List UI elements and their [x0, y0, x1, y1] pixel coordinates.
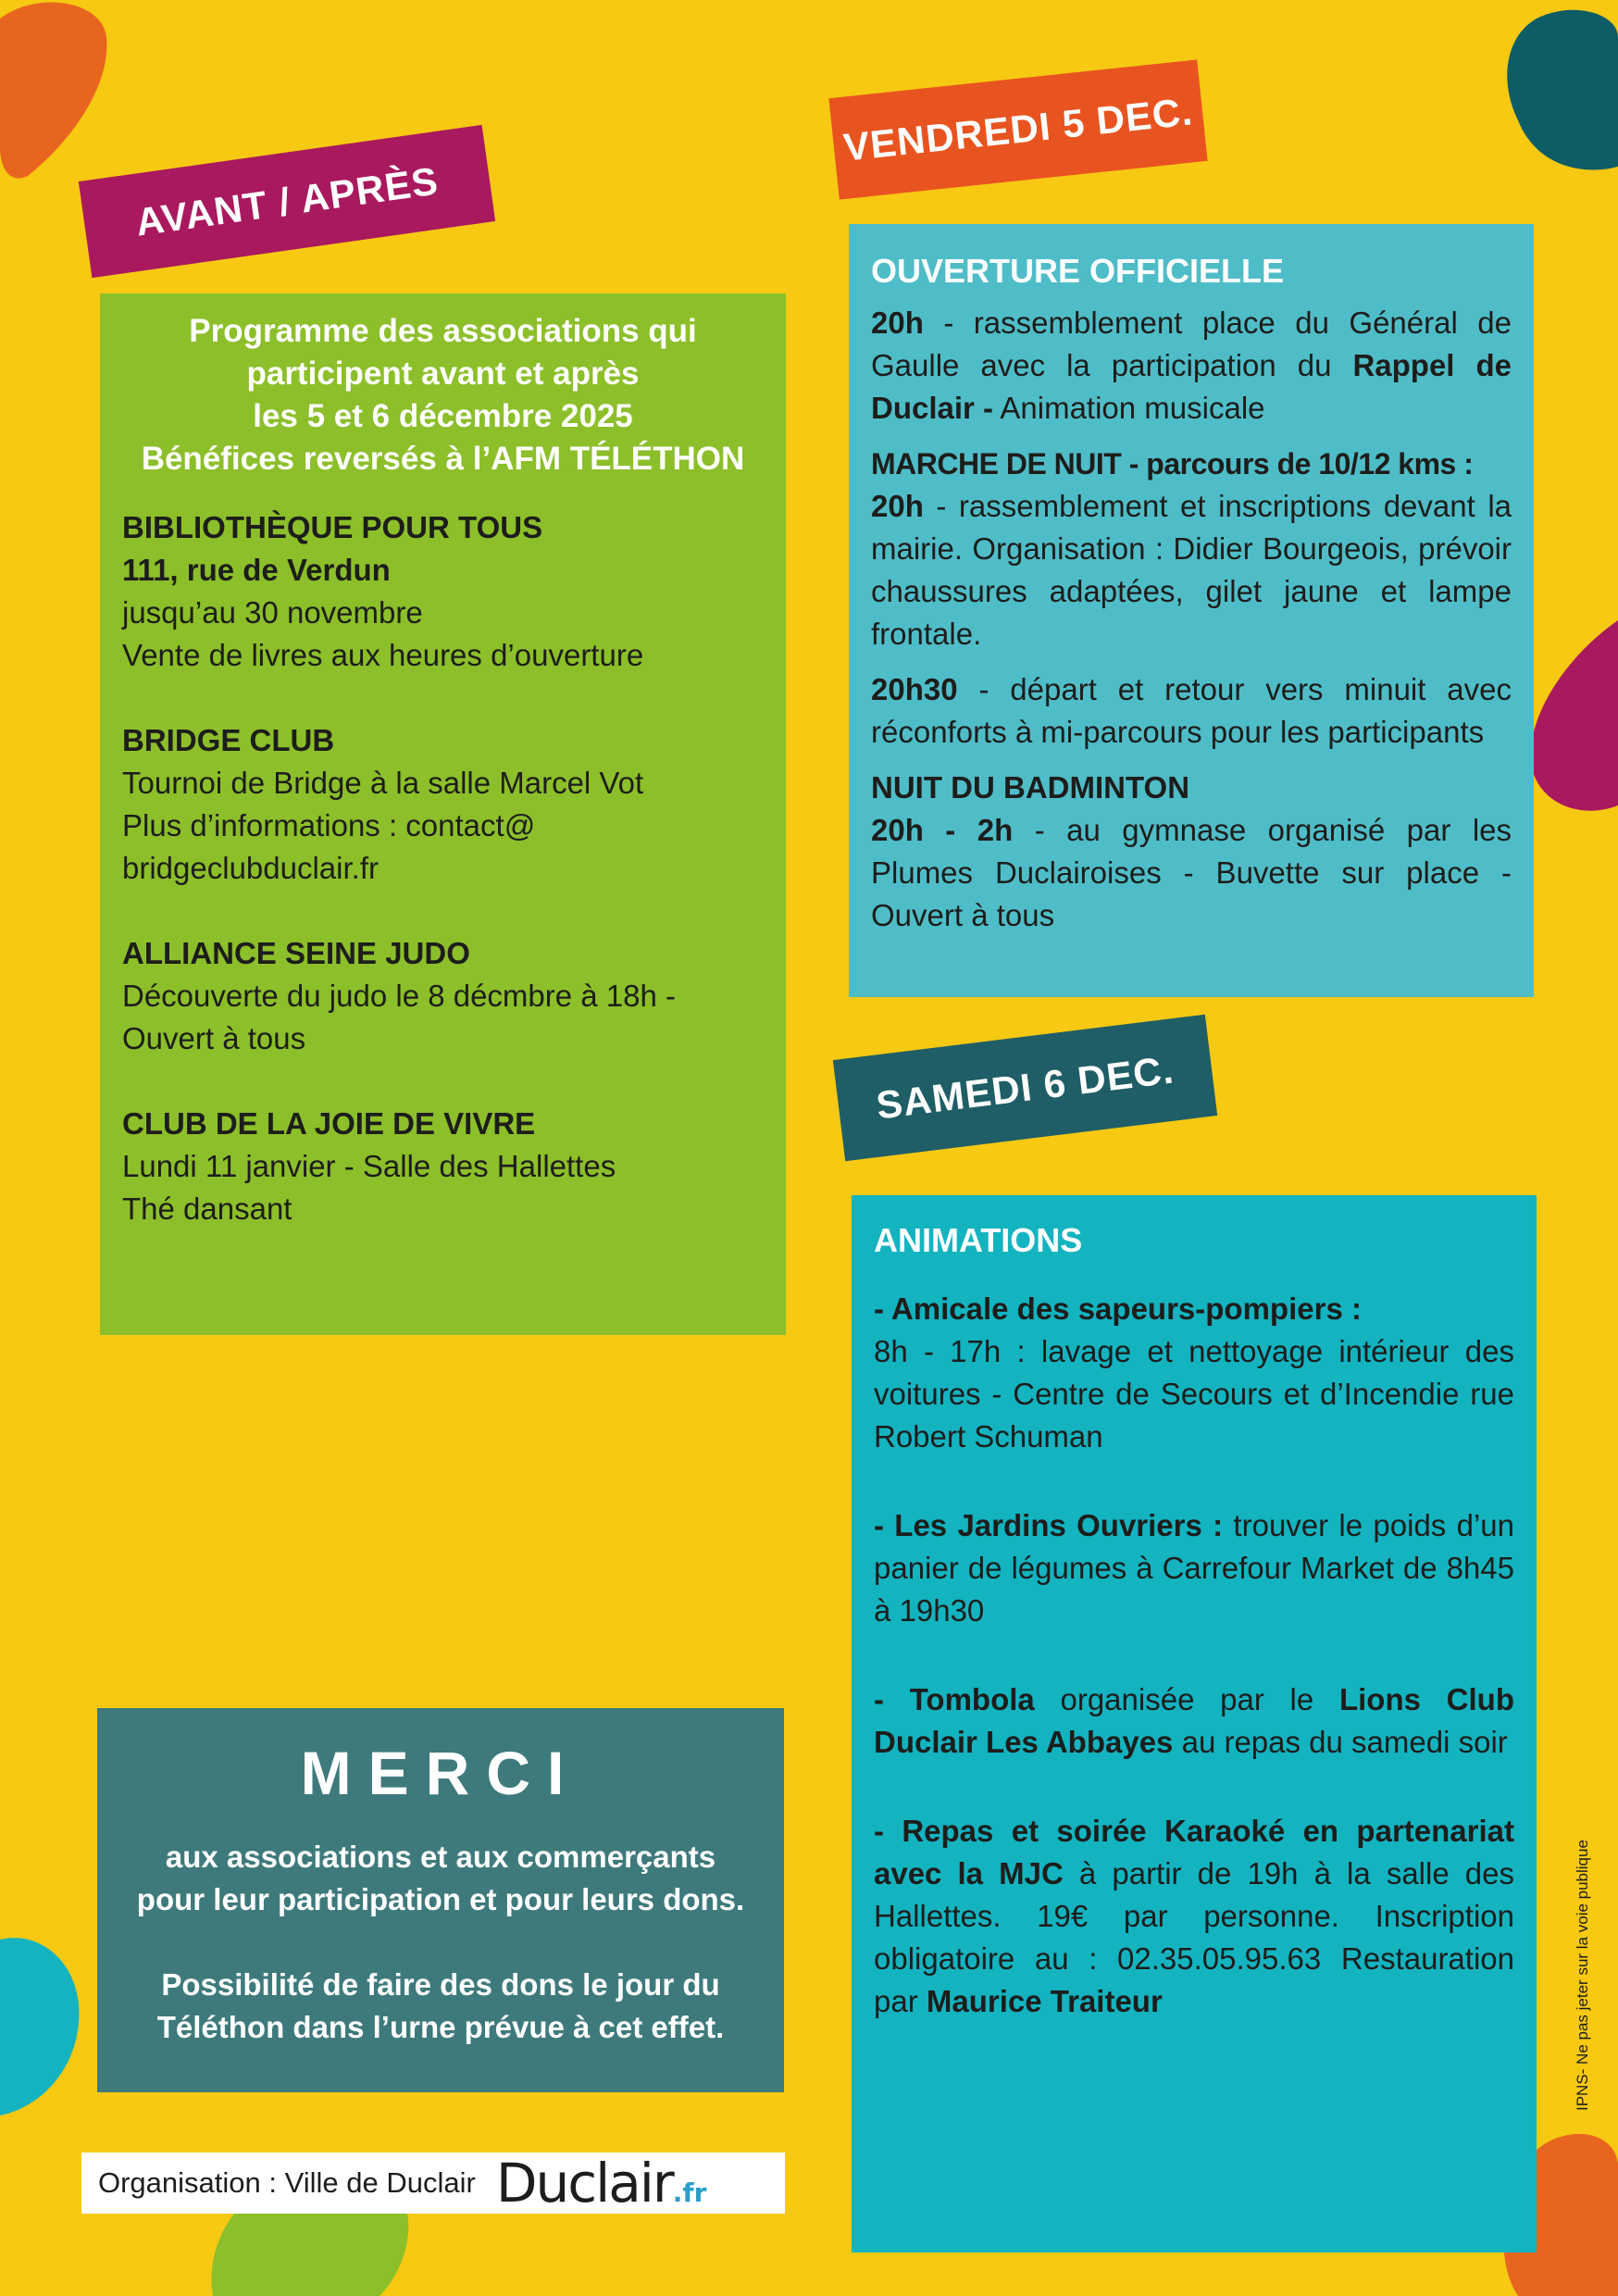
text: organisée par le — [1034, 1682, 1339, 1716]
marche-heading: MARCHE DE NUIT - parcours de 10/12 kms : — [871, 447, 1474, 480]
tag-vendredi — [828, 59, 1207, 199]
samedi-pompiers — [874, 1288, 1514, 1458]
jardins-heading: - Les Jardins Ouvriers : — [874, 1508, 1224, 1542]
pompiers-heading: - Amicale des sapeurs-pompiers : — [874, 1292, 1362, 1326]
ipns-notice: IPNS- Ne pas jeter sur la voie publique — [1574, 1840, 1591, 2111]
time: 20h — [871, 306, 924, 340]
text: à partir de 19h à la salle des Hallettes. 19€ par personne. Inscription obligatoire au : 02.35.05.95.63 Restauration par — [874, 1856, 1515, 2018]
lions-club: Lions Club Duclair Les Abbayes — [874, 1682, 1514, 1759]
association-line: Vente de livres aux heures d’ouverture — [122, 638, 644, 672]
orange-blob-top-left — [0, 0, 120, 185]
organisation-text: Organisation : Ville de Duclair — [98, 2166, 476, 2199]
rappel-de-duclair: Rappel de Duclair - — [871, 348, 1512, 425]
tag-avant-apres — [79, 125, 495, 278]
merci-line: Possibilité de faire des dons le jour du — [161, 1967, 720, 2002]
association-bibliotheque — [122, 506, 764, 677]
text: - rassemblement place du Général de Gaulle avec la participation du — [871, 306, 1512, 382]
merci-line: Téléthon dans l’urne prévue à cet effet. — [156, 2010, 725, 2044]
time: 20h — [871, 489, 924, 523]
association-name: ALLIANCE SEINE JUDO — [122, 936, 470, 970]
avant-intro — [122, 310, 764, 480]
association-name: BIBLIOTHÈQUE POUR TOUS — [122, 510, 543, 544]
organisation-banner — [81, 2152, 785, 2214]
association-line: Tournoi de Bridge à la salle Marcel Vot — [122, 766, 644, 800]
text: trouver le poids d’un panier de légumes à Carrefour Market de 8h45 à 19h30 — [874, 1508, 1514, 1628]
vendredi-badminton — [871, 767, 1512, 937]
tombola-heading: - Tombola — [874, 1682, 1035, 1716]
vendredi-title: OUVERTURE OFFICIELLE — [871, 252, 1285, 290]
magenta-blob-right — [1527, 620, 1618, 815]
repas-heading: - Repas et soirée Karaoké en partenariat avec la MJC — [874, 1814, 1514, 1890]
association-line: Ouvert à tous — [122, 1021, 306, 1055]
merci-line: pour leur participation et pour leurs dons. — [136, 1882, 745, 1916]
merci-line: aux associations et aux commerçants — [165, 1840, 716, 1874]
association-line: Plus d’informations : contact@ — [122, 808, 536, 842]
logo-suffix: .fr — [672, 2177, 707, 2208]
text: - au gymnase organisé par les Plumes Duclairoises - Buvette sur place - Ouvert à tous — [871, 813, 1512, 932]
association-joie-de-vivre — [122, 1103, 764, 1230]
tag-vendredi-label: VENDREDI 5 DEC. — [840, 89, 1195, 169]
merci-title: MERCI — [300, 1739, 581, 1807]
intro-line: Bénéfices reversés à l’AFM TÉLÉTHON — [141, 441, 745, 477]
samedi-jardins — [874, 1504, 1514, 1632]
tag-samedi-label: SAMEDI 6 DEC. — [874, 1047, 1176, 1128]
intro-line: participent avant et après — [246, 356, 640, 392]
panel-samedi — [852, 1195, 1537, 2252]
time: 20h - 2h — [871, 813, 1014, 847]
vendredi-marche — [871, 443, 1512, 655]
association-name: CLUB DE LA JOIE DE VIVRE — [122, 1106, 536, 1141]
association-address: 111, rue de Verdun — [122, 553, 391, 587]
association-judo — [122, 932, 764, 1060]
tag-samedi — [833, 1015, 1217, 1162]
association-line: bridgeclubduclair.fr — [122, 851, 379, 885]
time: 20h30 — [871, 672, 958, 706]
logo-text: Duclair — [495, 2152, 673, 2215]
samedi-title: ANIMATIONS — [874, 1221, 1083, 1259]
association-name: BRIDGE CLUB — [122, 723, 335, 757]
duclair-logo — [496, 2152, 707, 2215]
vendredi-ouverture — [871, 302, 1512, 430]
teal-blob-bottom-left — [0, 1930, 83, 2115]
text: - départ et retour vers minuit avec réconforts à mi-parcours pour les participants — [871, 672, 1512, 749]
panel-vendredi — [849, 224, 1534, 997]
association-bridge-club — [122, 719, 764, 890]
association-line: Lundi 11 janvier - Salle des Hallettes — [122, 1149, 616, 1183]
teal-blob-top-right — [1500, 9, 1618, 176]
panel-merci — [97, 1708, 784, 2092]
association-line: jusqu’au 30 novembre — [122, 595, 423, 630]
association-line: Découverte du judo le 8 décmbre à 18h - — [122, 979, 677, 1013]
badminton-heading: NUIT DU BADMINTON — [871, 770, 1190, 805]
association-line: Thé dansant — [122, 1192, 292, 1226]
text: 8h - 17h : lavage et nettoyage intérieur des voitures - Centre de Secours et d’Incendie rue Robert Schuman — [874, 1334, 1514, 1454]
maurice-traiteur: Maurice Traiteur — [926, 1984, 1163, 2018]
text: au repas du samedi soir — [1173, 1725, 1508, 1759]
text: - rassemblement et inscriptions devant la mairie. Organisation : Didier Bourgeois, prévoir chaussures adaptées, gilet jaune et lampe frontale. — [871, 489, 1512, 651]
tag-avant-apres-label: AVANT / APRÈS — [132, 157, 442, 244]
samedi-repas — [874, 1810, 1514, 2023]
vendredi-depart — [871, 668, 1512, 754]
samedi-tombola — [874, 1678, 1514, 1764]
intro-line: Programme des associations qui — [189, 313, 697, 349]
text: Animation musicale — [993, 391, 1265, 425]
panel-avant-apres — [100, 293, 786, 1335]
intro-line: les 5 et 6 décembre 2025 — [253, 398, 633, 434]
